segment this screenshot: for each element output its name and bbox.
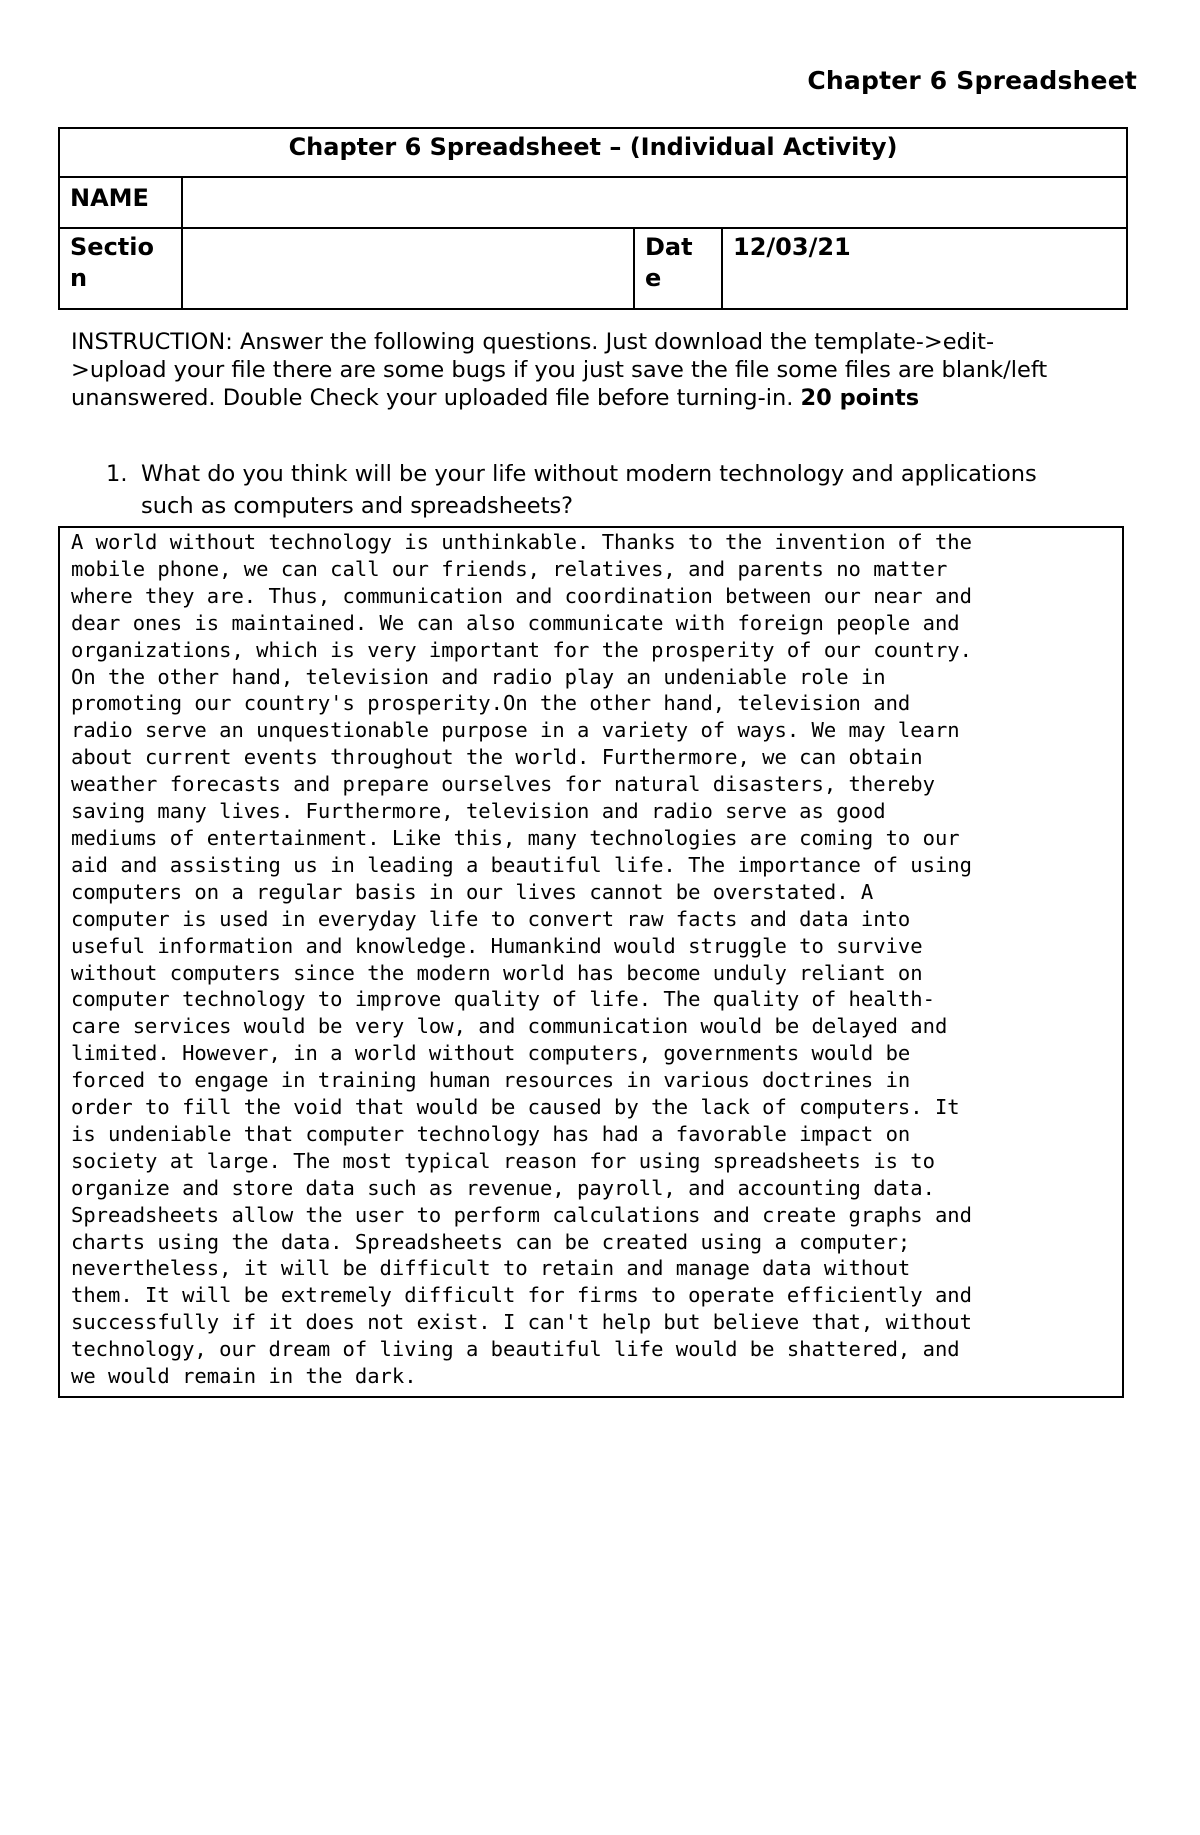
activity-title: Chapter 6 Spreadsheet – (Individual Activity) — [59, 128, 1127, 177]
answer-box[interactable] — [58, 526, 1124, 1398]
question-number: 1. — [106, 461, 128, 487]
section-field[interactable] — [182, 228, 634, 309]
points-label: 20 points — [800, 385, 920, 411]
instruction-text: INSTRUCTION: Answer the following questions. Just download the template->edit- >upload your file there are some bugs if you just save the file some files are blank/left unanswered. Double Check your uploaded file before turning-in. — [71, 329, 1048, 411]
student-info-table — [58, 127, 1128, 310]
name-label: NAME — [59, 177, 182, 228]
page-header-title: Chapter 6 Spreadsheet — [807, 66, 1137, 95]
name-field[interactable] — [182, 177, 1127, 228]
question-text: What do you think will be your life without modern technology and applications such as computers and spreadsheets? — [141, 461, 1037, 519]
question-1 — [106, 458, 1116, 522]
instruction-paragraph — [71, 328, 1131, 412]
answer-text[interactable]: A world without technology is unthinkable. Thanks to the invention of the mobile phone, we can call our friends, relatives, and parents no matter where they are. Thus, communication and coordination between our near and dear ones is maintained. We can also communicate with foreign people and organizations, which is very important for the prosperity of our country. On the other hand, television and radio play an undeniable role in promoting our country's prosperity.On the other hand, television and radio serve an unquestionable purpose in a variety of ways. We may learn about current events throughout the world. Furthermore, we can obtain weather forecasts and prepare ourselves for natural disasters, thereby saving many lives. Furthermore, television and radio serve as good mediums of entertainment. Like this, many technologies are coming to our aid and assisting us in leading a beautiful life. The importance of using computers on a regular basis in our lives cannot be overstated. A computer is used in everyday life to convert raw facts and data into useful information and knowledge. Humankind would struggle to survive without computers since the modern world has become unduly reliant on computer technology to improve quality of life. The quality of health- care services would be very low, and communication would be delayed and limited. However, in a world without computers, governments would be forced to engage in training human resources in various doctrines in order to fill the void that would be caused by the lack of computers. It is undeniable that computer technology has had a favorable impact on society at large. The most typical reason for using spreadsheets is to organize and store data such as revenue, payroll, and accounting data. Spreadsheets allow the user to perform calculations and create graphs and charts using the data. Spreadsheets can be created using a computer; nevertheless, it will be difficult to retain and manage data without them. It will be extremely difficult for firms to operate efficiently and successfully if it does not exist. I can't help but believe that, without technology, our dream of living a beautiful life would be shattered, and we would remain in the dark. — [71, 530, 972, 1389]
date-field[interactable]: 12/03/21 — [722, 228, 1127, 309]
section-label: Sectio n — [59, 228, 182, 309]
date-label: Dat e — [634, 228, 722, 309]
